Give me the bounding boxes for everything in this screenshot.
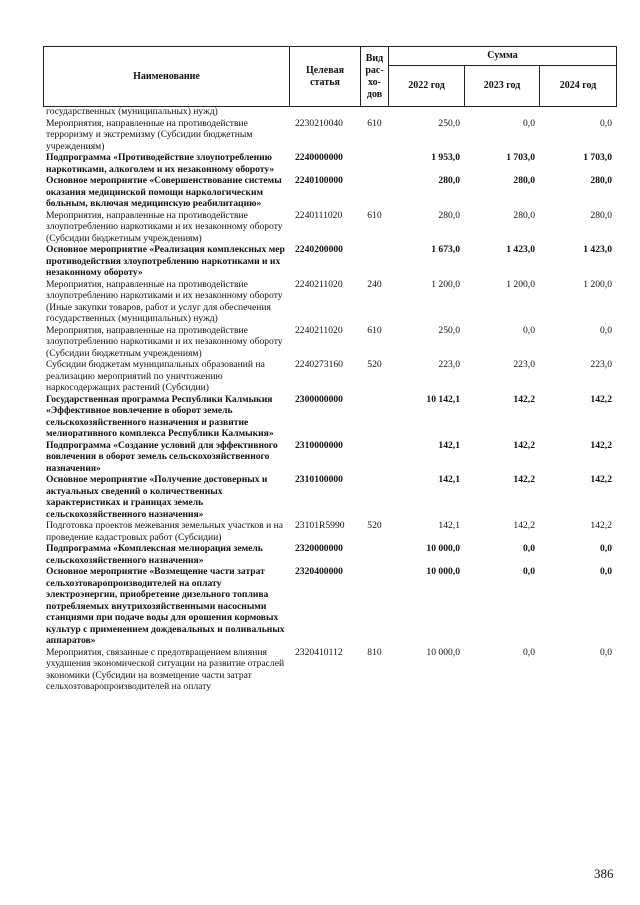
budget-table-body	[43, 106, 616, 693]
row-name: Подпрограмма «Противодействие злоупотреблению наркотиками, алкоголем и их незаконному обороту»	[46, 152, 275, 175]
row-expense-type	[360, 106, 388, 118]
row-name: Мероприятия, направленные на противодействие терроризму и экстремизму (Субсидии бюджетным учреждениям)	[46, 117, 253, 152]
table-header	[43, 46, 617, 107]
table-row	[43, 543, 616, 566]
row-sum-2022: 280,0	[438, 209, 460, 221]
row-expense-type	[360, 175, 388, 210]
row-sum-2022: 250,0	[438, 324, 460, 336]
row-target-article: 2320410112	[295, 646, 343, 658]
row-sum-2024: 1 200,0	[583, 278, 612, 290]
row-target-article: 2310000000	[295, 439, 343, 451]
row-name: Основное мероприятие «Возмещение части затрат сельхозтоваропроизводителей на оплату электроэнергии, приобретение дизельного топлива потребляемых внутрихозяйственными насосными станциями при подаче воды для орошения кормовых культур с применением дождевальных и поливальных аппаратов»	[46, 566, 285, 646]
row-expense-type: 610	[367, 324, 382, 336]
row-sum-2024: 1 423,0	[583, 244, 612, 255]
row-expense-type: 520	[367, 520, 382, 531]
row-name: Подготовка проектов межевания земельных участков и на проведение кадастровых работ (Субсидии)	[46, 520, 283, 543]
row-name: Подпрограмма «Комплексная мелиорация земель сельскохозяйственного назначения»	[46, 543, 263, 566]
row-sum-2023: 0,0	[523, 543, 535, 554]
row-expense-type	[360, 244, 388, 279]
row-target-article: 2240111020	[295, 209, 343, 221]
table-row	[43, 244, 616, 279]
row-expense-type	[360, 543, 388, 566]
table-row	[43, 106, 616, 118]
table-row	[43, 440, 616, 475]
row-expense-type	[360, 152, 388, 175]
table-row	[43, 474, 616, 520]
row-expense-type: 520	[367, 359, 382, 370]
row-expense-type: 610	[367, 209, 382, 221]
table-row	[43, 566, 616, 647]
row-sum-2023: 280,0	[513, 175, 535, 186]
row-target-article: 2240273160	[295, 359, 343, 370]
row-name: Субсидии бюджетам муниципальных образований на реализацию мероприятий по уничтожению наркосодержащих растений (Субсидии)	[46, 359, 265, 393]
row-name: Подпрограмма «Создание условий для эффективного вовлечения в оборот земель сельскохозяйственного назначения»	[46, 439, 278, 474]
row-sum-2022: 280,0	[438, 175, 460, 186]
row-target-article	[289, 106, 360, 118]
row-sum-2022: 10 142,1	[426, 393, 460, 405]
header-year-2023: 2023 год	[465, 66, 540, 107]
row-sum-2022: 142,1	[438, 439, 460, 451]
row-sum-2023: 1 423,0	[506, 244, 535, 255]
row-target-article: 2240000000	[295, 152, 343, 163]
table-row	[43, 210, 616, 245]
row-sum-2024: 0,0	[600, 646, 612, 658]
header-name: Наименование	[44, 47, 290, 107]
table-row	[43, 175, 616, 210]
row-target-article: 2310100000	[295, 474, 343, 485]
row-sum-2024: 0,0	[600, 324, 612, 336]
row-sum-2023: 0,0	[523, 566, 535, 577]
row-sum-2023: 1 703,0	[506, 152, 535, 163]
row-expense-type	[360, 394, 388, 440]
row-sum-2022: 142,1	[438, 474, 460, 485]
row-sum-2022: 1 953,0	[431, 152, 460, 163]
row-sum-2023: 0,0	[523, 646, 535, 658]
header-sum: Сумма	[389, 47, 617, 66]
table-row	[43, 279, 616, 325]
row-sum-2022: 10 000,0	[426, 566, 460, 577]
row-name: Мероприятия, связанные с предотвращением влияния ухудшения экономической ситуации на развитие отраслей экономики (Субсидии на возмещение части затрат сельхозтоваропроизводителей на оплату	[46, 646, 285, 692]
header-target-article: Целевая статья	[290, 47, 361, 107]
row-sum-2024: 280,0	[590, 175, 612, 186]
row-name: Государственная программа Республики Калмыкия «Эффективное вовлечение в оборот земель сельскохозяйственного назначения и развитие мелиоративного комплекса Республики Калмыкия»	[46, 393, 274, 439]
row-name: Основное мероприятие «Получение достоверных и актуальных сведений о количественных характеристиках и границах земель сельскохозяйственного назначения»	[46, 474, 268, 520]
row-name: Основное мероприятие «Совершенствование системы оказания медицинской помощи наркологическим больным, включая медицинскую реабилитацию»	[46, 175, 282, 209]
row-target-article: 2300000000	[295, 393, 343, 405]
table-row	[43, 394, 616, 440]
table-row	[43, 118, 616, 153]
row-target-article: 2240200000	[295, 244, 343, 255]
row-sum-2024: 223,0	[590, 359, 612, 370]
row-sum-2024: 142,2	[590, 439, 612, 451]
row-name: Мероприятия, направленные на противодействие злоупотреблению наркотиками и их незаконному обороту (Иные закупки товаров, работ и услуг для обеспечения государственных (муниципальных) нужд)	[46, 278, 283, 324]
row-sum-2023: 280,0	[513, 209, 535, 221]
row-sum-2023: 1 200,0	[506, 278, 535, 290]
row-expense-type: 240	[367, 278, 382, 290]
row-sum-2022: 250,0	[438, 117, 460, 129]
row-sum-2022: 223,0	[438, 359, 460, 370]
header-year-2024: 2024 год	[540, 66, 617, 107]
row-sum-2023: 0,0	[523, 324, 535, 336]
row-sum-2022: 1 673,0	[431, 244, 460, 255]
budget-table	[43, 106, 616, 693]
header-expense-type: Вид рас-хо-дов	[361, 47, 389, 107]
row-sum-2022	[388, 106, 464, 118]
row-target-article: 2240211020	[295, 278, 343, 290]
row-target-article: 2240100000	[295, 175, 343, 186]
row-sum-2024: 0,0	[600, 117, 612, 129]
table-row	[43, 359, 616, 394]
row-expense-type	[360, 566, 388, 647]
row-sum-2023	[464, 106, 539, 118]
row-expense-type	[360, 474, 388, 520]
table-row	[43, 647, 616, 693]
row-sum-2022: 10 000,0	[426, 646, 460, 658]
page-number: 386	[594, 866, 614, 881]
row-sum-2024	[539, 106, 616, 118]
row-sum-2024: 142,2	[590, 520, 612, 531]
row-expense-type: 810	[367, 646, 382, 658]
row-target-article: 2320000000	[295, 543, 343, 554]
row-sum-2024: 142,2	[590, 474, 612, 485]
table-row	[43, 152, 616, 175]
table-row	[43, 520, 616, 543]
row-target-article: 2320400000	[295, 566, 343, 577]
row-sum-2024: 1 703,0	[583, 152, 612, 163]
row-sum-2023: 142,2	[513, 474, 535, 485]
row-sum-2024: 0,0	[600, 543, 612, 554]
row-target-article: 2230210040	[295, 117, 343, 129]
row-sum-2023: 142,2	[513, 520, 535, 531]
row-sum-2023: 142,2	[513, 439, 535, 451]
row-name: Мероприятия, направленные на противодействие злоупотреблению наркотиками и их незаконному обороту (Субсидии бюджетным учреждениям)	[46, 209, 283, 244]
row-sum-2024: 280,0	[590, 209, 612, 221]
row-expense-type	[360, 440, 388, 475]
row-sum-2023: 0,0	[523, 117, 535, 129]
row-name: Основное мероприятие «Реализация комплексных мер противодействия злоупотреблению наркотиками и их незаконному обороту»	[46, 244, 285, 278]
table-row	[43, 325, 616, 360]
row-sum-2022: 1 200,0	[431, 278, 460, 290]
row-sum-2023: 223,0	[513, 359, 535, 370]
row-sum-2022: 10 000,0	[426, 543, 460, 554]
row-expense-type: 610	[367, 117, 382, 129]
row-sum-2023: 142,2	[513, 393, 535, 405]
row-name: государственных (муниципальных) нужд)	[46, 106, 218, 117]
row-sum-2024: 0,0	[600, 566, 612, 577]
row-sum-2022: 142,1	[438, 520, 460, 531]
row-sum-2024: 142,2	[590, 393, 612, 405]
row-name: Мероприятия, направленные на противодействие злоупотреблению наркотиками и их незаконному обороту (Субсидии бюджетным учреждениям)	[46, 324, 283, 359]
header-year-2022: 2022 год	[389, 66, 465, 107]
row-target-article: 23101R5990	[295, 520, 345, 531]
row-target-article: 2240211020	[295, 324, 343, 336]
